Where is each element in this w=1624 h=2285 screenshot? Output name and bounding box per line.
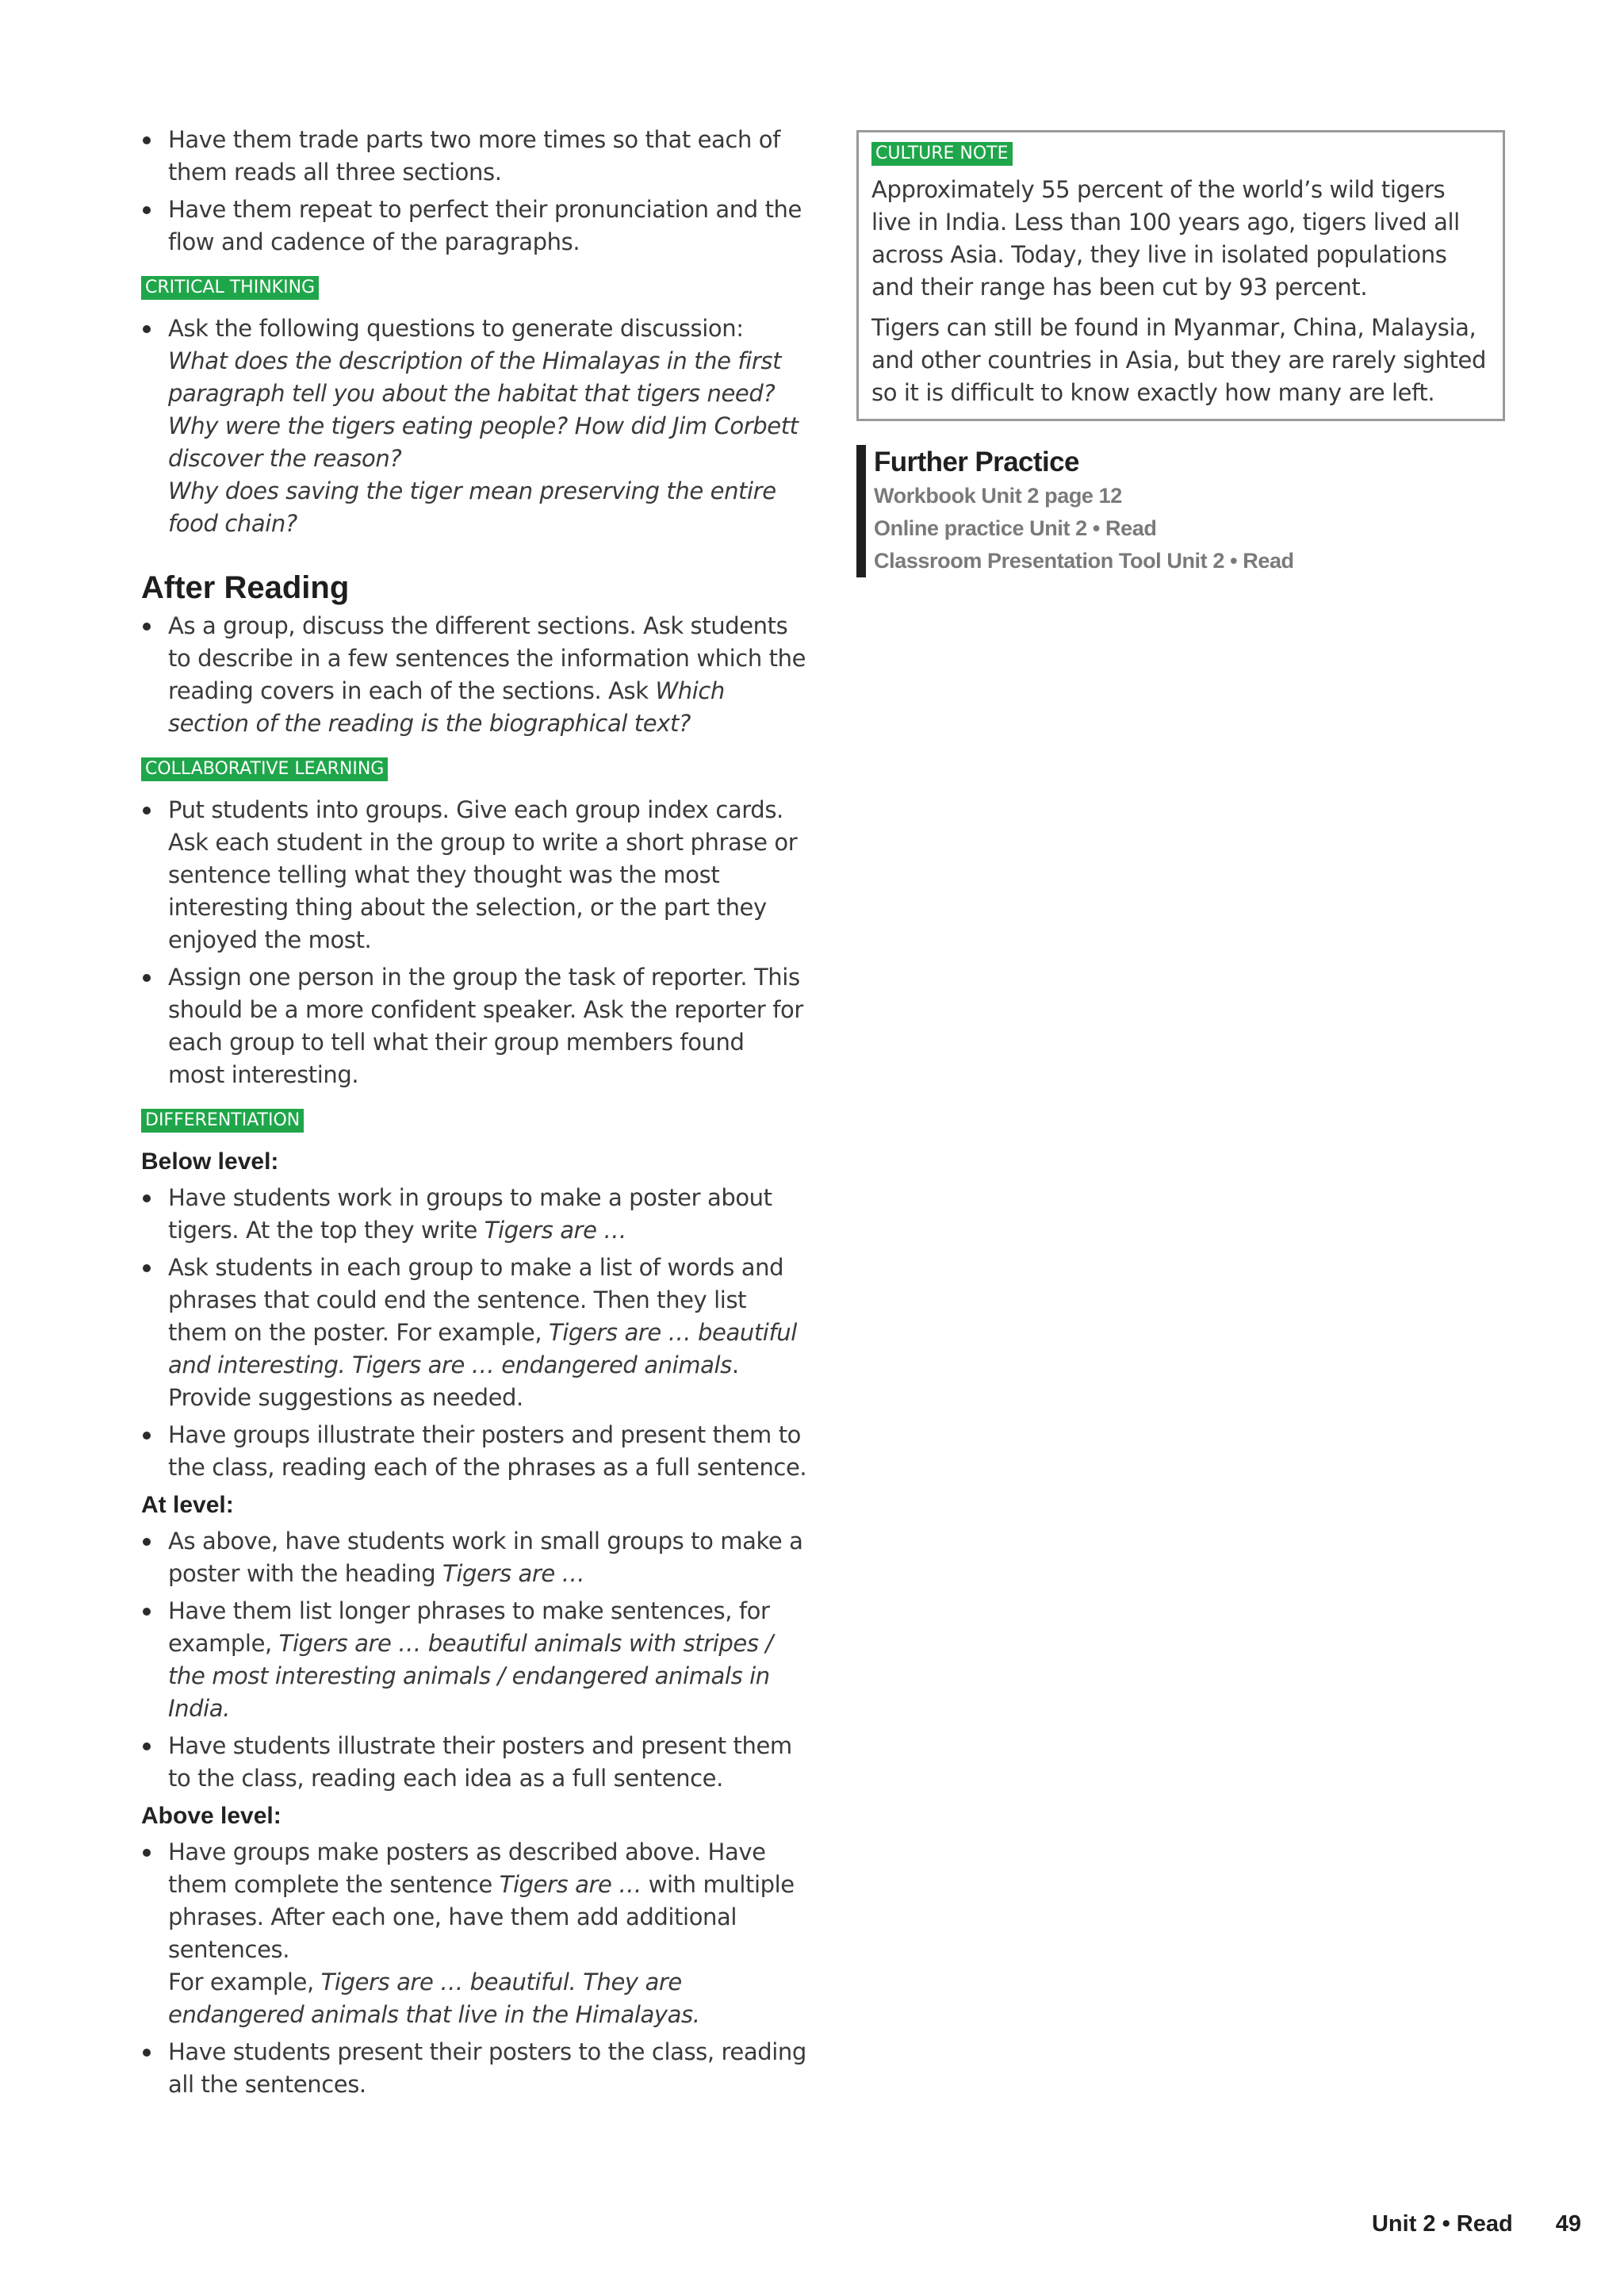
list-item: Ask students in each group to make a list of words and phrases that could end the sentence. Then they list them on the poster. For example, Tigers are … beautiful and interesting. Tigers are … endangered animals. Provide suggestions as needed.: [141, 1252, 807, 1414]
list-item: As above, have students work in small groups to make a poster with the heading Tigers are …: [141, 1525, 807, 1590]
intro-bullets: [141, 124, 807, 259]
list-item: Ask the following questions to generate discussion: What does the description of the Himalayas in the first paragraph tell you about the habitat that tigers need? Why were the tigers eating people? How did Jim Corbett discover the reason? Why does saving the tiger mean preserving the entire food chain?: [141, 312, 807, 540]
above-level-heading: Above level:: [141, 1803, 282, 1829]
right-column: [856, 130, 1515, 577]
further-practice-workbook: Workbook Unit 2 page 12: [874, 484, 1122, 508]
differentiation-tag: DIFFERENTIATION: [141, 1109, 304, 1133]
after-reading-heading: After Reading: [141, 570, 350, 605]
at-level-heading: At level:: [141, 1492, 234, 1518]
critical-thinking-tag: CRITICAL THINKING: [141, 276, 319, 300]
at-level-list: [141, 1525, 807, 1795]
culture-note-paragraph-2: Tigers can still be found in Myanmar, China, Malaysia, and other countries in Asia, but they are rarely sighted so it is difficult to know exactly how many are left.: [871, 314, 1486, 406]
list-item: Put students into groups. Give each group index cards. Ask each student in the group to write a short phrase or sentence telling what they thought was the most interesting thing about the selection, or the part they enjoyed the most.: [141, 794, 807, 957]
above-level-example: For example, Tigers are … beautiful. They are endangered animals that live in the Himalayas.: [168, 1969, 700, 2028]
question-3: Why does saving the tiger mean preserving the entire food chain?: [168, 477, 776, 537]
list-item: Have groups make posters as described above. Have them complete the sentence Tigers are … with multiple phrases. After each one, have them add additional sentences. For example, Tigers are … beautiful. They are endangered animals that live in the Himalayas.: [141, 1836, 807, 2031]
left-column: [141, 124, 807, 2106]
below-level-list: [141, 1182, 807, 1484]
further-practice-presentation-tool: Classroom Presentation Tool Unit 2 • Read: [874, 549, 1294, 573]
list-item: Assign one person in the group the task of reporter. This should be a more confident speaker. Ask the reporter for each group to tell what their group members found most interesting.: [141, 961, 807, 1091]
list-item: Have students illustrate their posters and present them to the class, reading each idea as a full sentence.: [141, 1730, 807, 1795]
list-item: Have students work in groups to make a poster about tigers. At the top they write Tigers are …: [141, 1182, 807, 1247]
footer-unit-label: Unit 2 • Read: [1371, 2211, 1513, 2237]
question-2: Why were the tigers eating people? How did Jim Corbett discover the reason?: [168, 412, 799, 472]
further-practice-online: Online practice Unit 2 • Read: [874, 516, 1157, 540]
further-practice-title: Further Practice: [874, 447, 1079, 477]
list-item: Have groups illustrate their posters and present them to the class, reading each of the phrases as a full sentence.: [141, 1419, 807, 1484]
list-item: Have them repeat to perfect their pronunciation and the flow and cadence of the paragraphs.: [141, 194, 807, 259]
list-item: As a group, discuss the different sections. Ask students to describe in a few sentences the information which the reading covers in each of the sections. Ask Which section of the reading is the biographical text?: [141, 610, 807, 740]
culture-note-paragraph-1: Approximately 55 percent of the world’s wild tigers live in India. Less than 100 years ago, tigers lived all across Asia. Today, they live in isolated populations and their range has been cut by 93 percent.: [871, 176, 1460, 301]
list-item: Have them list longer phrases to make sentences, for example, Tigers are … beautiful animals with stripes / the most interesting animals / endangered animals in India.: [141, 1595, 807, 1725]
question-1: What does the description of the Himalayas in the first paragraph tell you about the habitat that tigers need?: [168, 347, 782, 407]
collaborative-list: [141, 794, 807, 1091]
list-item: Have students present their posters to the class, reading all the sentences.: [141, 2036, 807, 2101]
culture-note-box: [856, 130, 1505, 421]
below-level-heading: Below level:: [141, 1148, 279, 1175]
collaborative-learning-tag: COLLABORATIVE LEARNING: [141, 757, 388, 781]
after-reading-list: [141, 610, 807, 740]
above-level-list: [141, 1836, 807, 2101]
page-footer: [1372, 2211, 1581, 2237]
further-practice-box: [856, 445, 1515, 577]
critical-thinking-list: [141, 312, 807, 540]
list-item: Have them trade parts two more times so that each of them reads all three sections.: [141, 124, 807, 189]
culture-note-tag: CULTURE NOTE: [871, 142, 1013, 166]
page-number: 49: [1555, 2211, 1581, 2237]
